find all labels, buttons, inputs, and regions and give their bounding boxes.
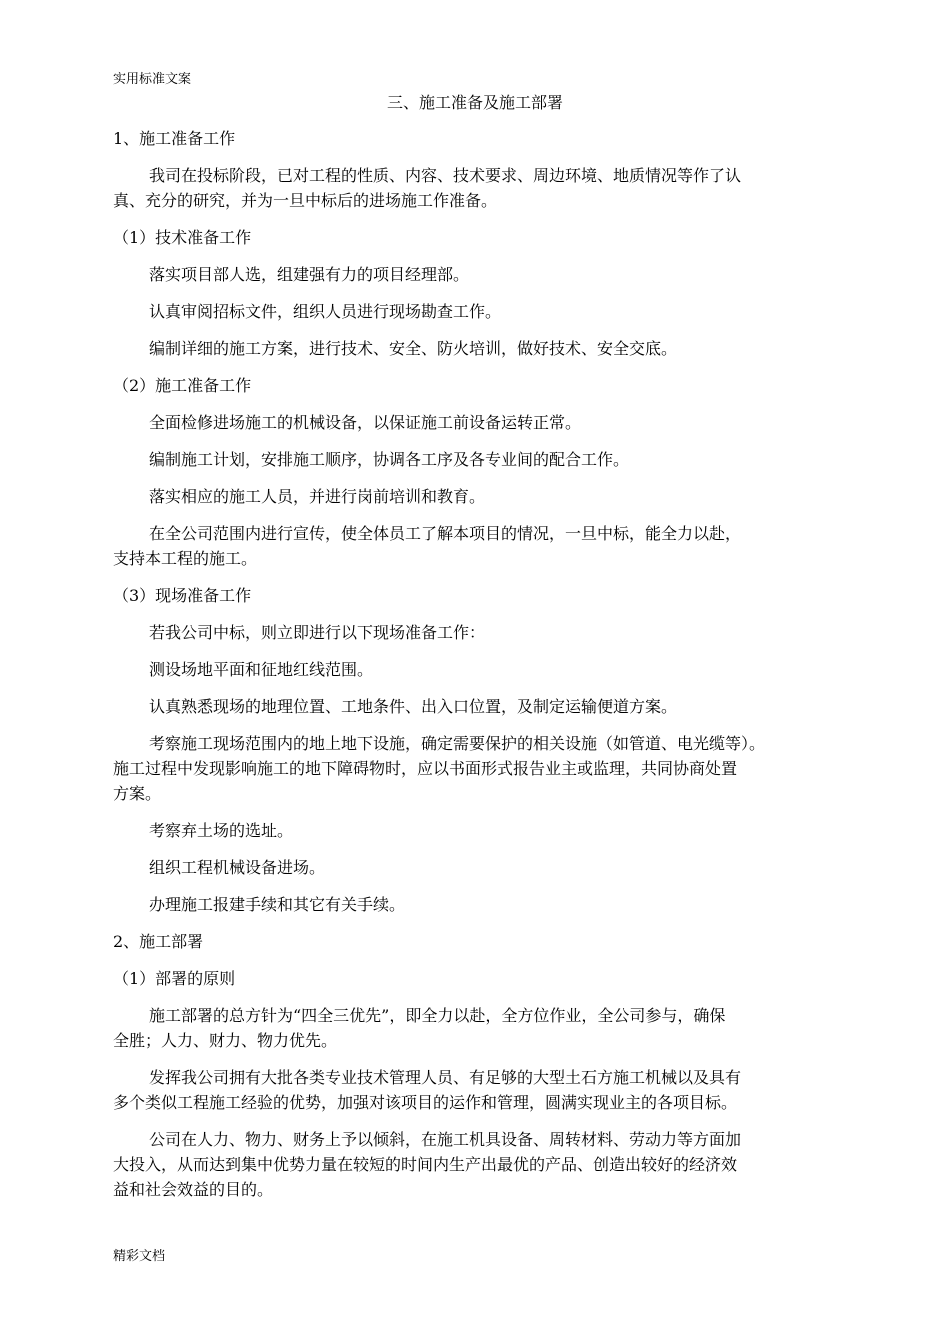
paragraph-line: 全胜；人力、财力、物力优先。 bbox=[113, 1031, 338, 1050]
paragraph-line: 支持本工程的施工。 bbox=[113, 549, 258, 568]
section-heading: （1）部署的原则 bbox=[113, 969, 236, 988]
paragraph-line: 公司在人力、物力、财务上予以倾斜，在施工机具设备、周转材料、劳动力等方面加 bbox=[149, 1130, 742, 1149]
paragraph-line: 大投入，从而达到集中优势力量在较短的时间内生产出最优的产品、创造出较好的经济效 bbox=[113, 1155, 738, 1174]
paragraph-line: 真、充分的研究，并为一旦中标后的进场施工作准备。 bbox=[113, 191, 498, 210]
section-heading: 1、施工准备工作 bbox=[113, 129, 236, 148]
paragraph-line: 编制施工计划，安排施工顺序，协调各工序及各专业间的配合工作。 bbox=[149, 450, 630, 469]
paragraph-line: 在全公司范围内进行宣传，使全体员工了解本项目的情况，一旦中标，能全力以赴， bbox=[149, 524, 742, 543]
document-title: 三、施工准备及施工部署 bbox=[386, 93, 563, 112]
paragraph-line: 施工过程中发现影响施工的地下障碍物时，应以书面形式报告业主或监理，共同协商处置 bbox=[113, 759, 738, 778]
paragraph-line: 编制详细的施工方案，进行技术、安全、防火培训，做好技术、安全交底。 bbox=[149, 339, 678, 358]
paragraph-line: 测设场地平面和征地红线范围。 bbox=[149, 660, 374, 679]
paragraph-line: 认真审阅招标文件，组织人员进行现场勘查工作。 bbox=[149, 302, 502, 321]
paragraph-line: 认真熟悉现场的地理位置、工地条件、出入口位置，及制定运输便道方案。 bbox=[149, 697, 678, 716]
paragraph-line: 考察弃土场的选址。 bbox=[149, 821, 294, 840]
paragraph-line: 落实相应的施工人员，并进行岗前培训和教育。 bbox=[149, 487, 486, 506]
paragraph-line: 多个类似工程施工经验的优势，加强对该项目的运作和管理，圆满实现业主的各项目标。 bbox=[113, 1093, 738, 1112]
section-heading: （1）技术准备工作 bbox=[113, 228, 252, 247]
section-heading: （2）施工准备工作 bbox=[113, 376, 252, 395]
paragraph-line: 益和社会效益的目的。 bbox=[113, 1180, 274, 1199]
paragraph-line: 施工部署的总方针为“四全三优先”，即全力以赴，全方位作业，全公司参与，确保 bbox=[149, 1006, 726, 1025]
paragraph-line: 若我公司中标，则立即进行以下现场准备工作： bbox=[149, 623, 486, 642]
paragraph-line: 全面检修进场施工的机械设备，以保证施工前设备运转正常。 bbox=[149, 413, 582, 432]
paragraph-line: 组织工程机械设备进场。 bbox=[149, 858, 326, 877]
page-header-label: 实用标准文案 bbox=[113, 72, 192, 87]
section-heading: 2、施工部署 bbox=[113, 932, 204, 951]
page-footer-label: 精彩文档 bbox=[113, 1249, 166, 1264]
paragraph-line: 发挥我公司拥有大批各类专业技术管理人员、有足够的大型土石方施工机械以及具有 bbox=[149, 1068, 742, 1087]
paragraph-line: 办理施工报建手续和其它有关手续。 bbox=[149, 895, 406, 914]
paragraph-line: 考察施工现场范围内的地上地下设施，确定需要保护的相关设施（如管道、电光缆等）。 bbox=[149, 734, 766, 753]
paragraph-line: 落实项目部人选，组建强有力的项目经理部。 bbox=[149, 265, 470, 284]
paragraph-line: 我司在投标阶段，已对工程的性质、内容、技术要求、周边环境、地质情况等作了认 bbox=[149, 166, 742, 185]
paragraph-line: 方案。 bbox=[113, 784, 162, 803]
document-body bbox=[113, 126, 863, 1202]
section-heading: （3）现场准备工作 bbox=[113, 586, 252, 605]
